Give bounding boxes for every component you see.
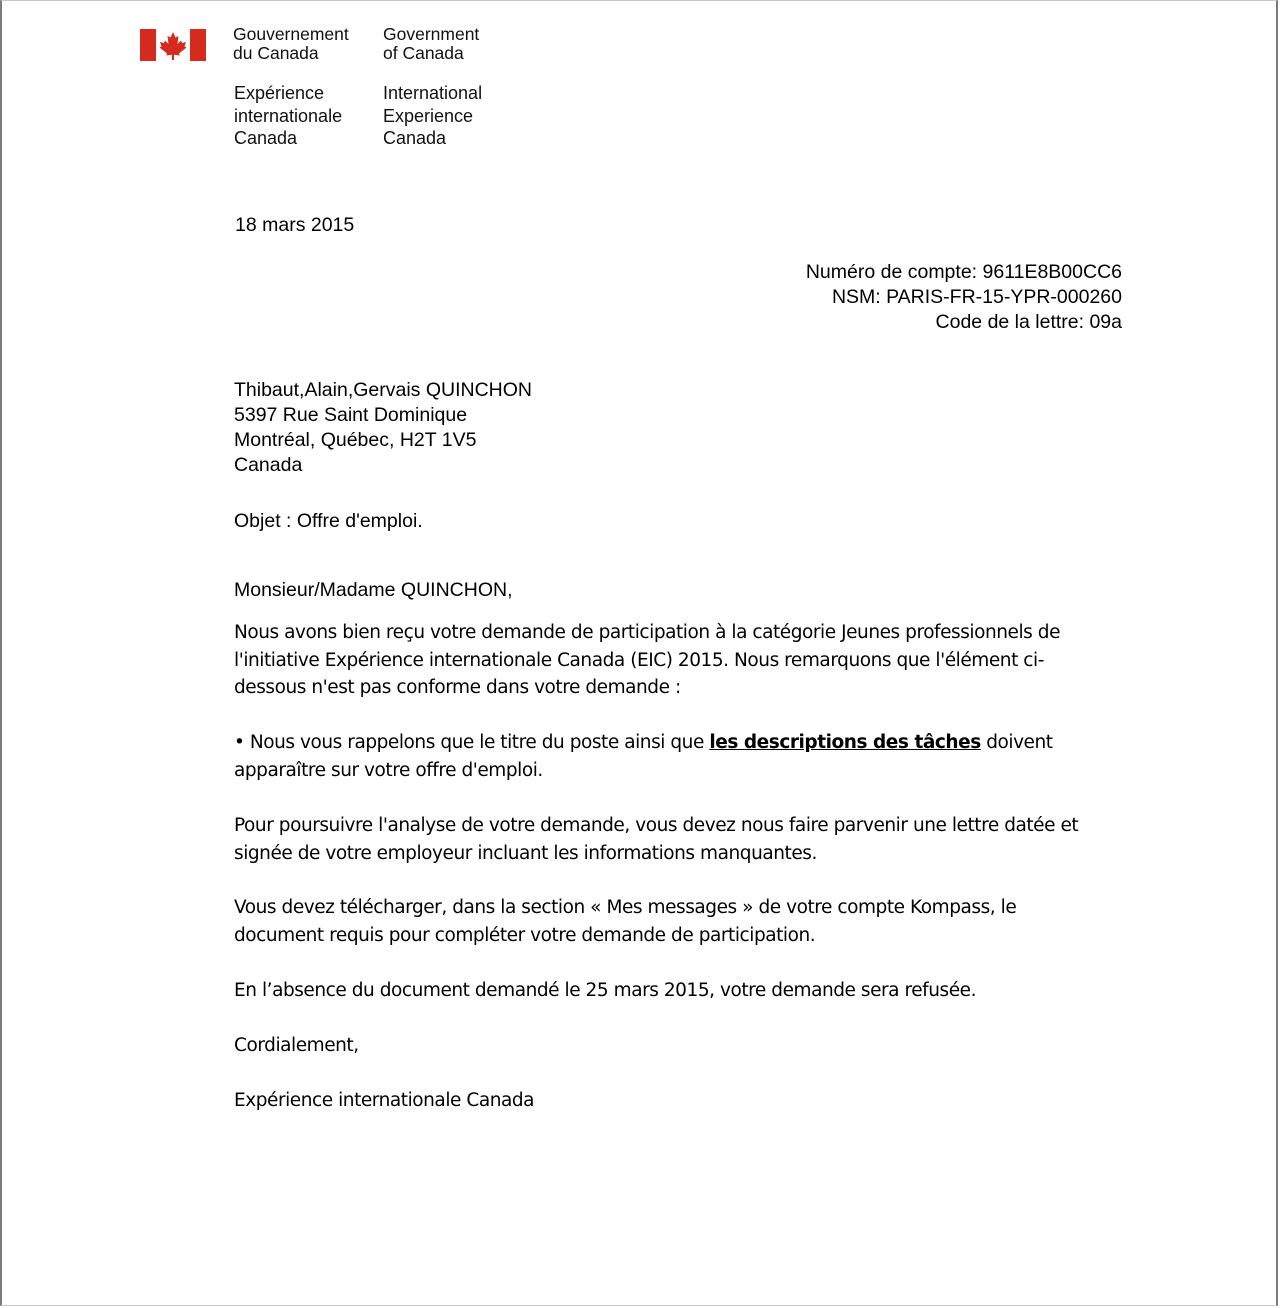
recipient-name: Thibaut,Alain,Gervais QUINCHON xyxy=(234,379,533,401)
program-fr-line2: internationale xyxy=(234,105,343,126)
letter-date: 18 mars 2015 xyxy=(235,214,355,236)
program-en-line3: Canada xyxy=(383,128,447,148)
program-en-line1: International xyxy=(383,83,483,103)
bullet-line1 xyxy=(234,729,1134,757)
government-fr-line1: Gouvernement xyxy=(233,24,349,44)
government-en-line1: Government xyxy=(383,24,480,44)
government-fr-line2: du Canada xyxy=(233,43,319,63)
paragraph1-line1: Nous avons bien reçu votre demande de participation à la catégorie Jeunes professionnels de xyxy=(234,622,1061,643)
paragraph1-line2: l'initiative Expérience internationale Canada (EIC) 2015. Nous remarquons que l'élément ci- xyxy=(234,649,1044,671)
paragraph3-line1: Vous devez télécharger, dans la section « Mes messages » de votre compte Kompass, le xyxy=(234,897,1017,918)
government-fr-signature xyxy=(233,25,349,63)
paragraph-deadline: En l’absence du document demandé le 25 mars 2015, votre demande sera refusée. xyxy=(234,980,976,1001)
bullet-missing-item xyxy=(234,729,1134,784)
paragraph3-line2: document requis pour compléter votre demande de participation. xyxy=(234,924,816,946)
program-name-en xyxy=(383,82,482,150)
recipient-street: 5397 Rue Saint Dominique xyxy=(234,404,468,426)
recipient-country: Canada xyxy=(234,454,303,476)
paragraph1-line3: dessous n'est pas conforme dans votre demande : xyxy=(234,677,681,698)
letter-code: Code de la lettre: 09a xyxy=(935,311,1122,333)
paragraph2-line2: signée de votre employeur incluant les informations manquantes. xyxy=(234,842,817,864)
bullet-line2: apparaître sur votre offre d'emploi. xyxy=(234,759,543,781)
nsm-number: NSM: PARIS-FR-15-YPR-000260 xyxy=(831,286,1122,308)
letter-closing: Cordialement, xyxy=(234,1035,359,1056)
letter-subject: Objet : Offre d'emploi. xyxy=(234,510,423,532)
reference-block xyxy=(806,260,1122,335)
bullet-emphasis: les descriptions des tâches xyxy=(709,732,981,753)
program-name-fr xyxy=(234,82,342,150)
bullet-suffix: doivent xyxy=(980,732,1053,753)
program-en-line2: Experience xyxy=(383,105,474,126)
bullet-prefix: • Nous vous rappelons que le titre du poste ainsi que xyxy=(234,732,710,753)
government-en-line2: of Canada xyxy=(383,43,464,63)
paragraph-request-received xyxy=(234,619,1134,702)
letter-salutation: Monsieur/Madame QUINCHON, xyxy=(234,579,513,601)
program-fr-line1: Expérience xyxy=(234,83,325,103)
program-fr-line3: Canada xyxy=(234,128,298,148)
recipient-address xyxy=(234,378,532,478)
paragraph-send-letter xyxy=(234,812,1134,867)
paragraph2-line1: Pour poursuivre l'analyse de votre demande, vous devez nous faire parvenir une lettre datée et xyxy=(234,815,1079,836)
letter-signature: Expérience internationale Canada xyxy=(234,1090,535,1111)
canada-flag-icon xyxy=(140,29,206,61)
paragraph-upload-document xyxy=(234,894,1134,949)
recipient-city: Montréal, Québec, H2T 1V5 xyxy=(234,429,477,451)
account-number: Numéro de compte: 9611E8B00CC6 xyxy=(805,261,1122,283)
government-en-signature xyxy=(383,25,479,63)
